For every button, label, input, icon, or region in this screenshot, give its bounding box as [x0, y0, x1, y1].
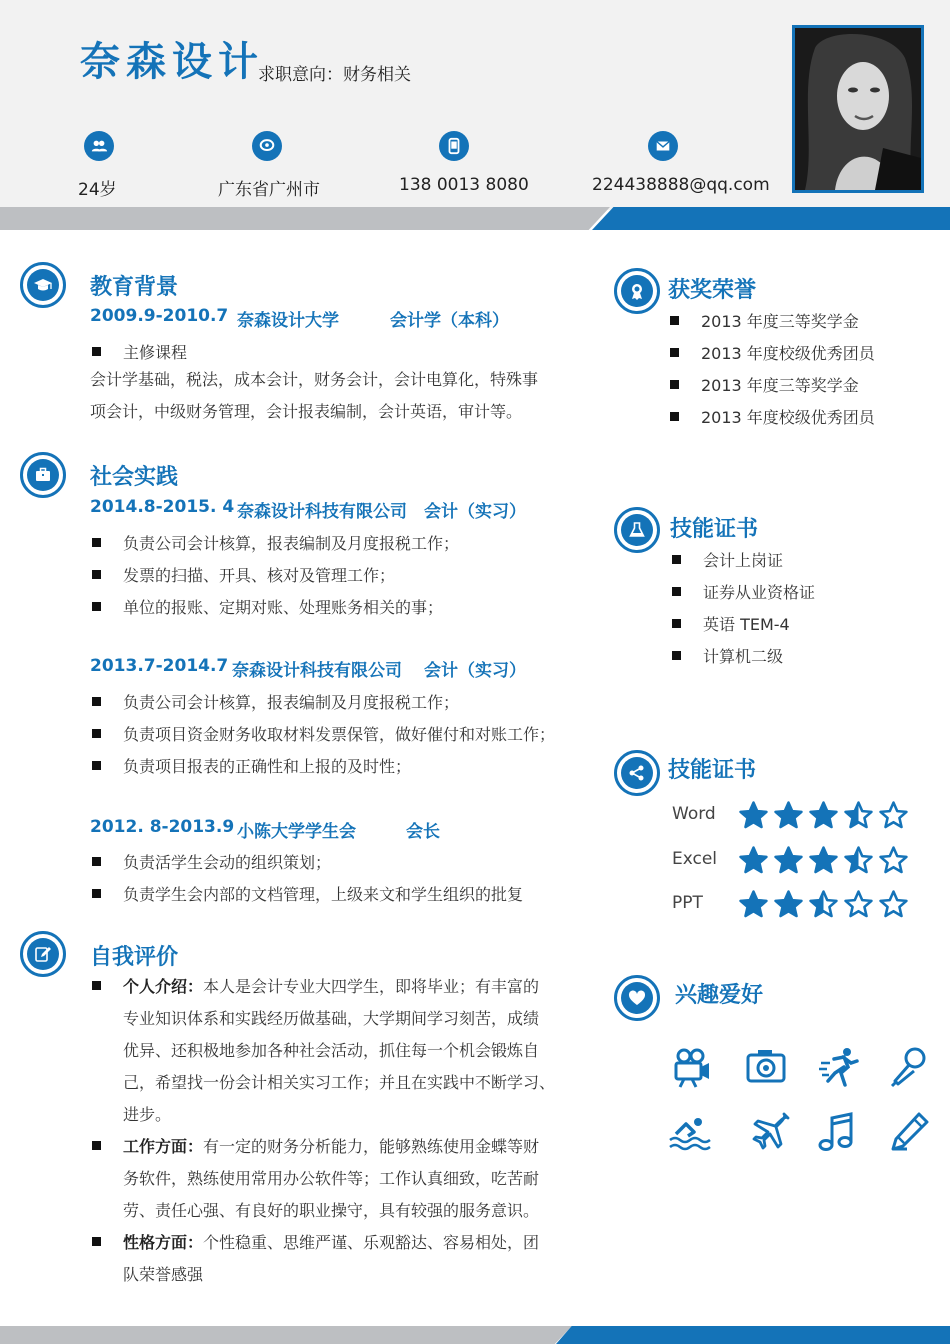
list-item: 会计上岗证	[672, 548, 783, 571]
practice-3-org: 小陈大学学生会	[237, 822, 356, 842]
contact-email: 224438888@qq.com	[592, 175, 770, 195]
education-section-icon	[20, 262, 66, 308]
star-half-icon	[843, 800, 874, 831]
education-school: 奈森设计大学	[237, 311, 339, 331]
awards-section-icon	[614, 268, 660, 314]
hobbies-title: 兴趣爱好	[675, 983, 764, 1008]
star-full-icon	[738, 845, 769, 876]
practice-2-period: 2013.7-2014.7	[90, 656, 229, 676]
footer-band-blue	[556, 1326, 950, 1344]
phone-icon	[439, 131, 469, 161]
star-full-icon	[738, 889, 769, 920]
camera-icon	[744, 1045, 788, 1093]
candidate-name: 奈森设计	[80, 39, 264, 85]
skill-word-stars	[738, 800, 909, 831]
list-item: 负责项目资金财务收取材料发票保管，做好催付和对账工作；	[92, 722, 555, 745]
education-title: 教育背景	[90, 275, 179, 300]
location-pin-icon	[252, 131, 282, 161]
star-empty-icon	[843, 889, 874, 920]
hobbies-section-icon	[614, 975, 660, 1021]
pencil-icon	[887, 1110, 931, 1158]
education-courses: 会计学基础，税法，成本会计，财务会计，会计电算化，特殊事 项会计，中级财务管理，会计报表编制，会计英语，审计等。	[90, 370, 539, 421]
share-icon	[627, 763, 647, 783]
skill-excel-stars	[738, 845, 909, 876]
star-empty-icon	[878, 845, 909, 876]
star-full-icon	[738, 800, 769, 831]
certs-title: 技能证书	[670, 517, 759, 542]
person-icon	[84, 131, 114, 161]
heart-icon	[627, 988, 647, 1008]
skills-title: 技能证书	[668, 758, 757, 783]
practice-3-role: 会长	[406, 822, 440, 842]
award-medal-icon	[627, 281, 647, 301]
header-band-gray	[0, 207, 610, 230]
practice-title: 社会实践	[90, 465, 179, 490]
edit-icon	[33, 944, 53, 964]
star-full-icon	[773, 845, 804, 876]
list-item: 英语 TEM-4	[672, 612, 790, 635]
skill-word-label: Word	[672, 804, 716, 824]
practice-1-period: 2014.8-2015. 4	[90, 497, 235, 517]
video-camera-icon	[670, 1045, 714, 1093]
header-band-blue	[592, 207, 950, 230]
swimming-icon	[668, 1110, 712, 1158]
list-item: 负责公司会计核算，报表编制及月度报税工作；	[92, 531, 459, 554]
awards-title: 获奖荣誉	[668, 278, 757, 303]
music-note-icon	[815, 1110, 859, 1158]
list-item: 计算机二级	[672, 644, 783, 667]
certs-section-icon	[614, 507, 660, 553]
star-full-icon	[808, 800, 839, 831]
practice-1-role: 会计（实习）	[424, 502, 526, 522]
skill-excel-label: Excel	[672, 849, 718, 869]
contact-phone: 138 0013 8080	[399, 175, 529, 195]
list-item: 证券从业资格证	[672, 580, 815, 603]
list-item: 负责公司会计核算，报表编制及月度报税工作；	[92, 690, 459, 713]
list-item: 发票的扫描、开具、核对及管理工作；	[92, 563, 395, 586]
list-item: 负责活学生会动的组织策划；	[92, 850, 331, 873]
flask-icon	[627, 520, 647, 540]
list-item: 2013 年度三等奖学金	[670, 309, 859, 332]
practice-2-org: 奈森设计科技有限公司	[232, 661, 402, 681]
job-intent: 求职意向：财务相关	[258, 65, 411, 85]
microphone-icon	[887, 1045, 931, 1093]
skill-ppt-label: PPT	[672, 893, 703, 913]
list-item: 负责学生会内部的文档管理，上级来文和学生组织的批复	[92, 882, 523, 905]
practice-3-period: 2012. 8-2013.9	[90, 817, 235, 837]
practice-1-org: 奈森设计科技有限公司	[237, 502, 407, 522]
running-icon	[817, 1045, 861, 1093]
self-eval-body	[92, 971, 592, 1284]
profile-photo	[792, 25, 924, 193]
practice-2-role: 会计（实习）	[424, 661, 526, 681]
list-item: 负责项目报表的正确性和上报的及时性；	[92, 754, 411, 777]
graduation-cap-icon	[33, 275, 53, 295]
star-empty-icon	[878, 800, 909, 831]
star-full-icon	[773, 800, 804, 831]
self-eval-item: 性格方面：个性稳重、思维严谨、乐观豁达、容易相处，团 队荣誉感强	[92, 1227, 592, 1291]
star-half-icon	[808, 889, 839, 920]
airplane-icon	[744, 1110, 788, 1158]
self-eval-item: 工作方面：有一定的财务分析能力，能够熟练使用金蝶等财 务软件，熟练使用常用办公软件等；工作认真细致，吃苦耐 劳、责任心强、有良好的职业操守，具有较强的服务意识。	[92, 1131, 592, 1227]
briefcase-icon	[33, 465, 53, 485]
education-courses-bullet: 主修课程	[92, 340, 187, 363]
star-full-icon	[773, 889, 804, 920]
self-eval-item: 个人介绍：本人是会计专业大四学生，即将毕业；有丰富的 专业知识体系和实践经历做基础，大学期间学习刻苦，成绩 优异、还积极地参加各种社会活动，抓住每一个机会锻炼自 己，希望找一份会计相关实习工作；并且在实践中不断学习、 进步。	[92, 971, 592, 1131]
star-full-icon	[808, 845, 839, 876]
self-eval-section-icon	[20, 931, 66, 977]
skill-ppt-stars	[738, 889, 909, 920]
practice-section-icon	[20, 452, 66, 498]
contact-age: 24岁	[78, 180, 117, 200]
footer-band-gray	[0, 1326, 572, 1344]
self-eval-title: 自我评价	[90, 945, 179, 970]
education-major: 会计学（本科）	[390, 311, 509, 331]
education-period: 2009.9-2010.7	[90, 306, 229, 326]
star-empty-icon	[878, 889, 909, 920]
list-item: 2013 年度校级优秀团员	[670, 341, 875, 364]
contact-location: 广东省广州市	[218, 180, 320, 200]
list-item: 2013 年度三等奖学金	[670, 373, 859, 396]
list-item: 2013 年度校级优秀团员	[670, 405, 875, 428]
mail-icon	[648, 131, 678, 161]
list-item: 单位的报账、定期对账、处理账务相关的事；	[92, 595, 443, 618]
star-half-icon	[843, 845, 874, 876]
skills-section-icon	[614, 750, 660, 796]
